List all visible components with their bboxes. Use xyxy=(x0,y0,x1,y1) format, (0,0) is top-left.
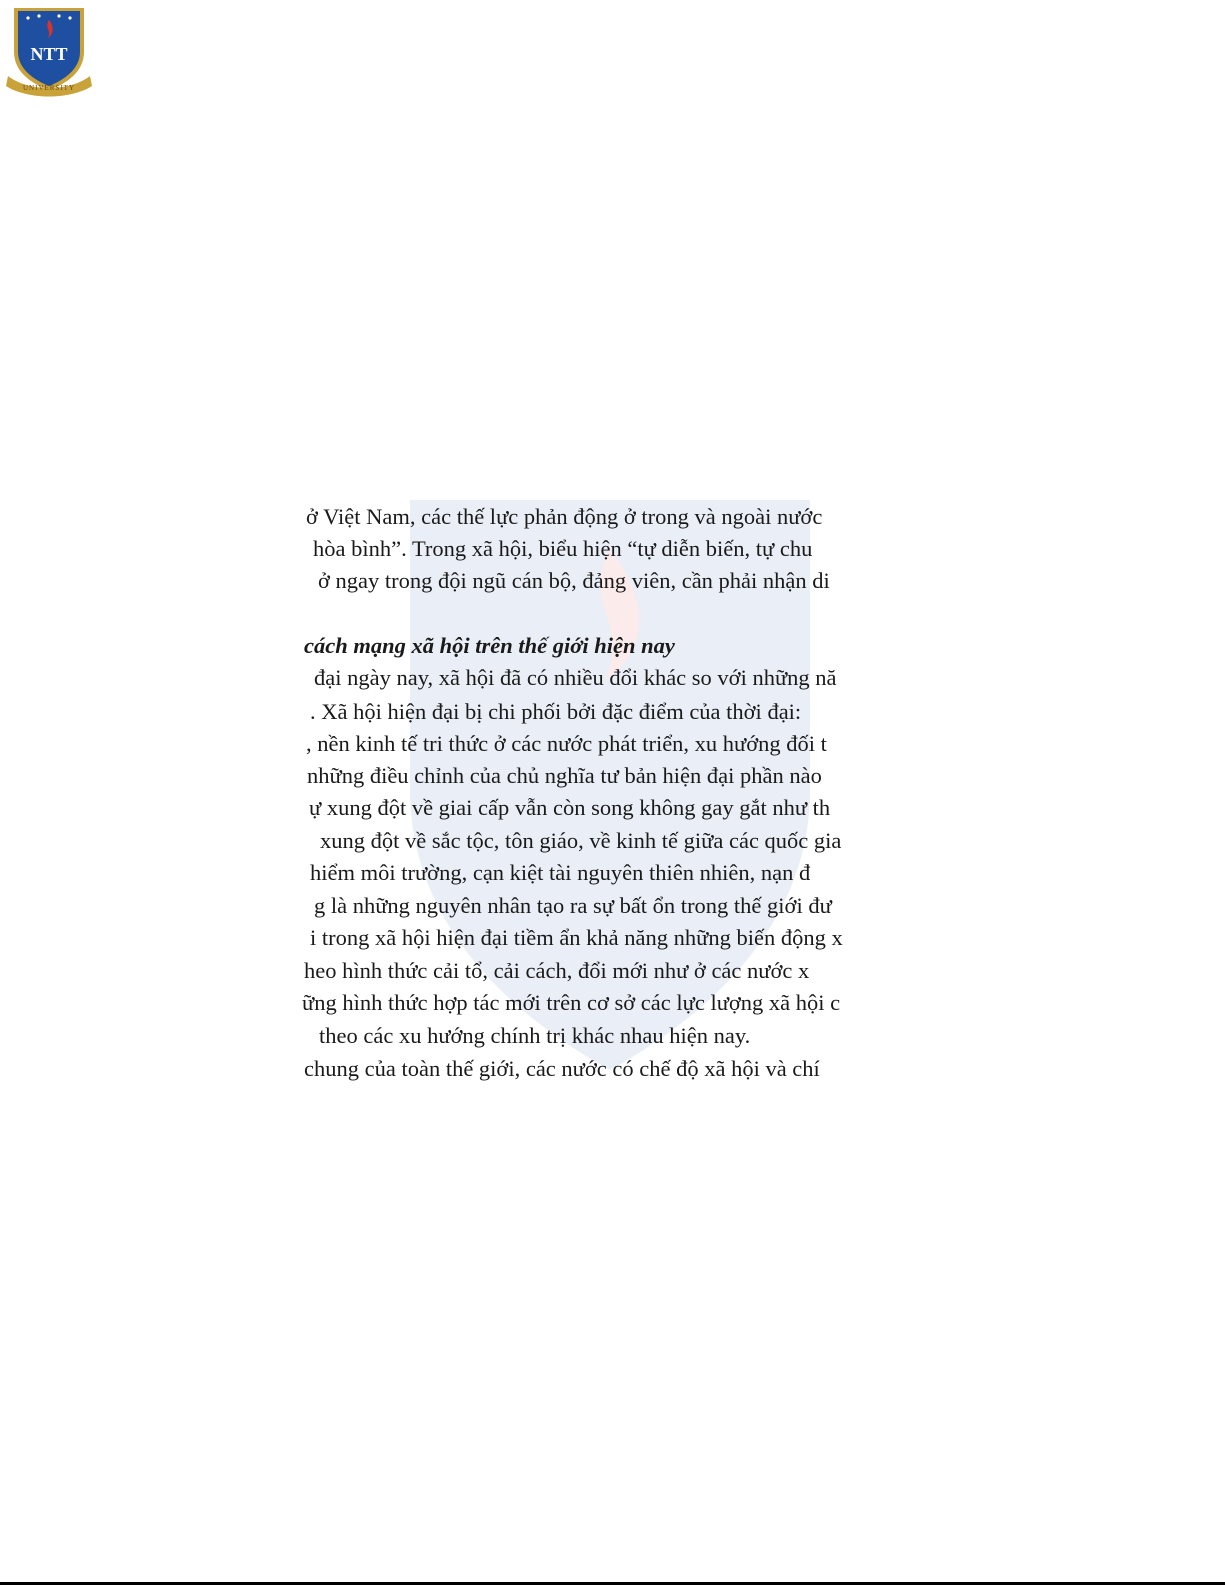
body-line: xung đột về sắc tộc, tôn giáo, về kinh tế giữa các quốc gia xyxy=(320,828,842,853)
body-line: ự xung đột về giai cấp vẫn còn song không gay gắt như th xyxy=(309,795,831,820)
body-line: heo hình thức cải tổ, cải cách, đổi mới như ở các nước x xyxy=(304,958,810,983)
body-line: hiểm môi trường, cạn kiệt tài nguyên thiên nhiên, nạn đ xyxy=(310,860,811,885)
body-line: theo các xu hướng chính trị khác nhau hiện nay. xyxy=(319,1023,751,1048)
body-line: i trong xã hội hiện đại tiềm ẩn khả năng những biến động x xyxy=(310,925,843,950)
body-line: những điều chỉnh của chủ nghĩa tư bản hiện đại phần nào xyxy=(307,763,822,788)
body-line: ững hình thức hợp tác mới trên cơ sở các lực lượng xã hội c xyxy=(302,990,841,1015)
body-line: . Xã hội hiện đại bị chi phối bởi đặc điểm của thời đại: xyxy=(310,699,802,724)
body-line: hòa bình”. Trong xã hội, biểu hiện “tự diễn biến, tự chu xyxy=(313,536,813,561)
body-line: ở ngay trong đội ngũ cán bộ, đảng viên, cần phải nhận di xyxy=(318,568,830,593)
body-line: chung của toàn thế giới, các nước có chế độ xã hội và chí xyxy=(304,1056,820,1081)
body-line: g là những nguyên nhân tạo ra sự bất ổn trong thế giới đư xyxy=(314,893,832,918)
ntt-shield-icon xyxy=(4,2,94,98)
body-line: ở Việt Nam, các thế lực phản động ở trong và ngoài nước xyxy=(306,504,823,529)
svg-text:UNIVERSITY: UNIVERSITY xyxy=(23,84,75,92)
svg-text:NTT: NTT xyxy=(30,44,68,64)
body-line: , nền kinh tế tri thức ở các nước phát triển, xu hướng đối t xyxy=(306,731,827,756)
body-line: đại ngày nay, xã hội đã có nhiều đổi khác so với những nă xyxy=(314,665,837,690)
section-heading: cách mạng xã hội trên thế giới hiện nay xyxy=(304,633,675,658)
university-logo xyxy=(4,2,94,98)
